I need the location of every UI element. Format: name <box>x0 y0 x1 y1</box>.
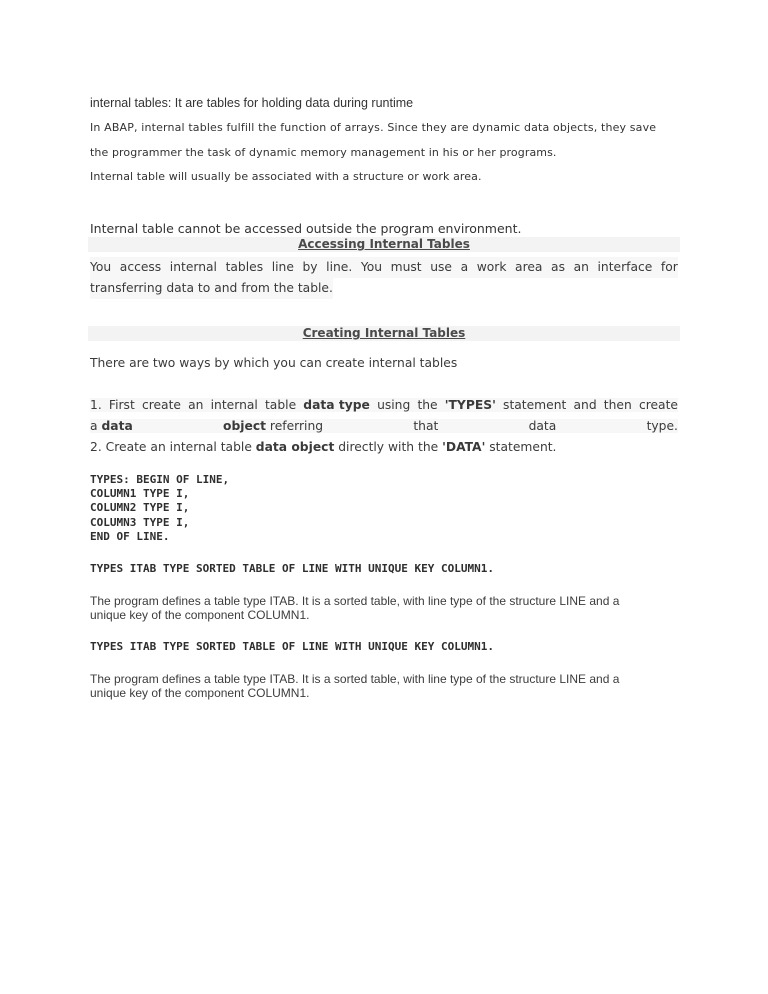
section-heading-accessing <box>88 237 680 252</box>
accessing-word: as <box>551 260 565 274</box>
ways-intro: There are two ways by which you can create internal tables <box>90 356 458 370</box>
step-1-word: an <box>188 398 204 412</box>
step-1-word-object: object referring <box>223 419 324 433</box>
step-1-word: internal <box>210 398 258 412</box>
step-1-line-1 <box>90 398 678 412</box>
step-1-word: data type <box>303 398 370 412</box>
step-1-word: statement <box>503 398 567 412</box>
accessing-word: for <box>660 260 678 274</box>
code-line: END OF LINE. <box>90 529 170 543</box>
description-2-line-1: The program defines a table type ITAB. It is a sorted table, with line type of the structure LINE and a <box>90 672 620 686</box>
accessing-word: must <box>390 260 422 274</box>
intro-paragraph-line-2: the programmer the task of dynamic memory management in his or her programs. <box>90 146 557 159</box>
accessing-word: area <box>515 260 543 274</box>
accessing-paragraph-line-2: transferring data to and from the table. <box>90 278 333 299</box>
code-line: COLUMN2 TYPE I, <box>90 501 190 515</box>
accessing-word: line. <box>326 260 353 274</box>
code-block <box>90 473 229 544</box>
intro-paragraph-line-3: Internal table will usually be associated with a structure or work area. <box>90 170 482 183</box>
step-1-word-that: that <box>413 419 439 433</box>
intro-paragraph-line-1: In ABAP, internal tables fulfill the function of arrays. Since they are dynamic data objects, they save <box>90 121 657 134</box>
section-heading-creating <box>88 326 680 341</box>
code-line: TYPES: BEGIN OF LINE, <box>90 473 230 486</box>
accessing-word: a <box>460 260 469 274</box>
accessing-paragraph-line-1 <box>90 257 678 278</box>
types-statement-1: TYPES ITAB TYPE SORTED TABLE OF LINE WITH UNIQUE KEY COLUMN1. <box>90 562 494 575</box>
accessing-word: an <box>573 260 589 274</box>
step-2-line <box>90 440 556 454</box>
step-1-word: 1. <box>90 398 102 412</box>
step-1-word: then <box>603 398 632 412</box>
types-statement-2: TYPES ITAB TYPE SORTED TABLE OF LINE WITH UNIQUE KEY COLUMN1. <box>90 640 494 653</box>
accessing-word: use <box>430 260 452 274</box>
step-1-word: using <box>377 398 411 412</box>
step-1-line-2 <box>90 419 678 433</box>
step-1-word: table <box>264 398 297 412</box>
accessing-word: You <box>90 260 112 274</box>
accessing-word: work <box>476 260 507 274</box>
accessing-word: tables <box>225 260 264 274</box>
step-2-data-keyword: 'DATA' <box>442 440 486 454</box>
step-2-suffix: statement. <box>485 440 557 454</box>
step-1-word: and <box>573 398 597 412</box>
step-1-word: 'TYPES' <box>444 398 496 412</box>
step-1-word: create <box>141 398 181 412</box>
step-2-middle: directly with the <box>334 440 443 454</box>
step-1-word: the <box>417 398 438 412</box>
description-2-line-2: unique key of the component COLUMN1. <box>90 686 310 700</box>
accessing-word: line <box>271 260 294 274</box>
accessing-paragraph <box>90 257 678 299</box>
code-line: COLUMN3 TYPE I, <box>90 515 190 529</box>
accessing-word: interface <box>597 260 653 274</box>
step-1-word: First <box>108 398 135 412</box>
accessing-heading-text: Accessing Internal Tables <box>298 237 470 251</box>
creating-heading-text: Creating Internal Tables <box>302 326 466 340</box>
accessing-word: internal <box>169 260 217 274</box>
intro-title: internal tables: It are tables for holding data during runtime <box>90 96 414 110</box>
step-2-data-object: data object <box>255 440 335 454</box>
step-2-prefix: 2. Create an internal table <box>90 440 256 454</box>
step-1-word: create <box>638 398 678 412</box>
accessing-word: by <box>302 260 318 274</box>
accessing-word: access <box>119 260 162 274</box>
code-line: COLUMN1 TYPE I, <box>90 487 190 501</box>
description-1-line-2: unique key of the component COLUMN1. <box>90 608 310 622</box>
step-1-word-type: type. <box>646 419 678 433</box>
description-1-line-1: The program defines a table type ITAB. It is a sorted table, with line type of the structure LINE and a <box>90 594 620 608</box>
environment-note: Internal table cannot be accessed outside the program environment. <box>90 221 522 236</box>
step-1-word-a: a data <box>90 419 133 433</box>
accessing-word: You <box>360 260 383 274</box>
step-1-word-data: data <box>528 419 557 433</box>
